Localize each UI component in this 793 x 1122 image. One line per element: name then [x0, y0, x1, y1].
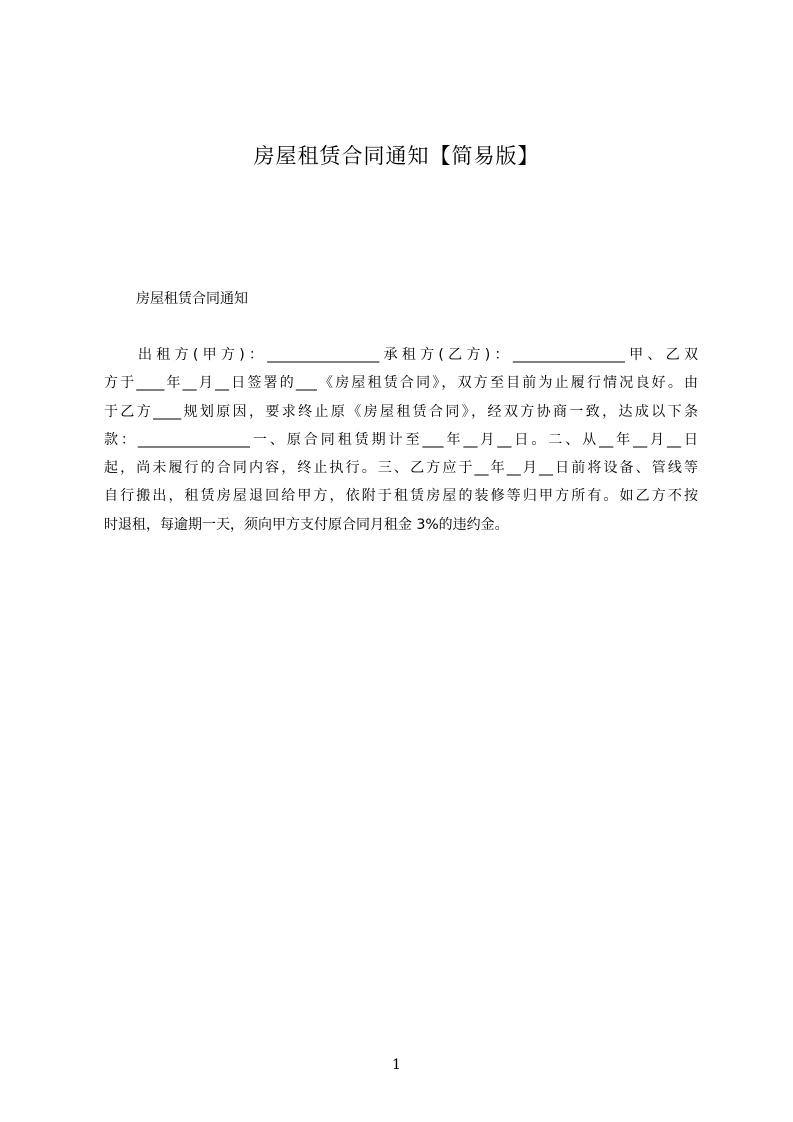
- body-line: 出租方(甲方)：________________承租方(乙方)：________________甲、乙双: [138, 347, 698, 363]
- document-title: 房屋租赁合同通知【简易版】: [253, 144, 540, 168]
- page-number: 1: [392, 1057, 401, 1073]
- body-line: 方于____年__月__日签署的___《房屋租赁合同》，双方至目前为止履行情况良好。由: [104, 375, 698, 392]
- notice-subheading: 房屋租赁合同通知: [136, 291, 248, 307]
- body-line: 款：________________一、原合同租赁期计至___年__月__日。二、从__年__月__日: [104, 431, 698, 448]
- body-line: 起，尚未履行的合同内容，终止执行。三、乙方应于__年__月__日前将设备、管线等: [104, 460, 698, 477]
- notice-body: [104, 341, 698, 539]
- body-line: 自行搬出，租赁房屋退回给甲方，依附于租赁房屋的装修等归甲方所有。如乙方不按: [104, 488, 698, 505]
- body-line: 于乙方____规划原因，要求终止原《房屋租赁合同》，经双方协商一致，达成以下条: [104, 403, 698, 420]
- body-line: 时退租，每逾期一天，须向甲方支付原合同月租金 3%的违约金。: [104, 516, 509, 533]
